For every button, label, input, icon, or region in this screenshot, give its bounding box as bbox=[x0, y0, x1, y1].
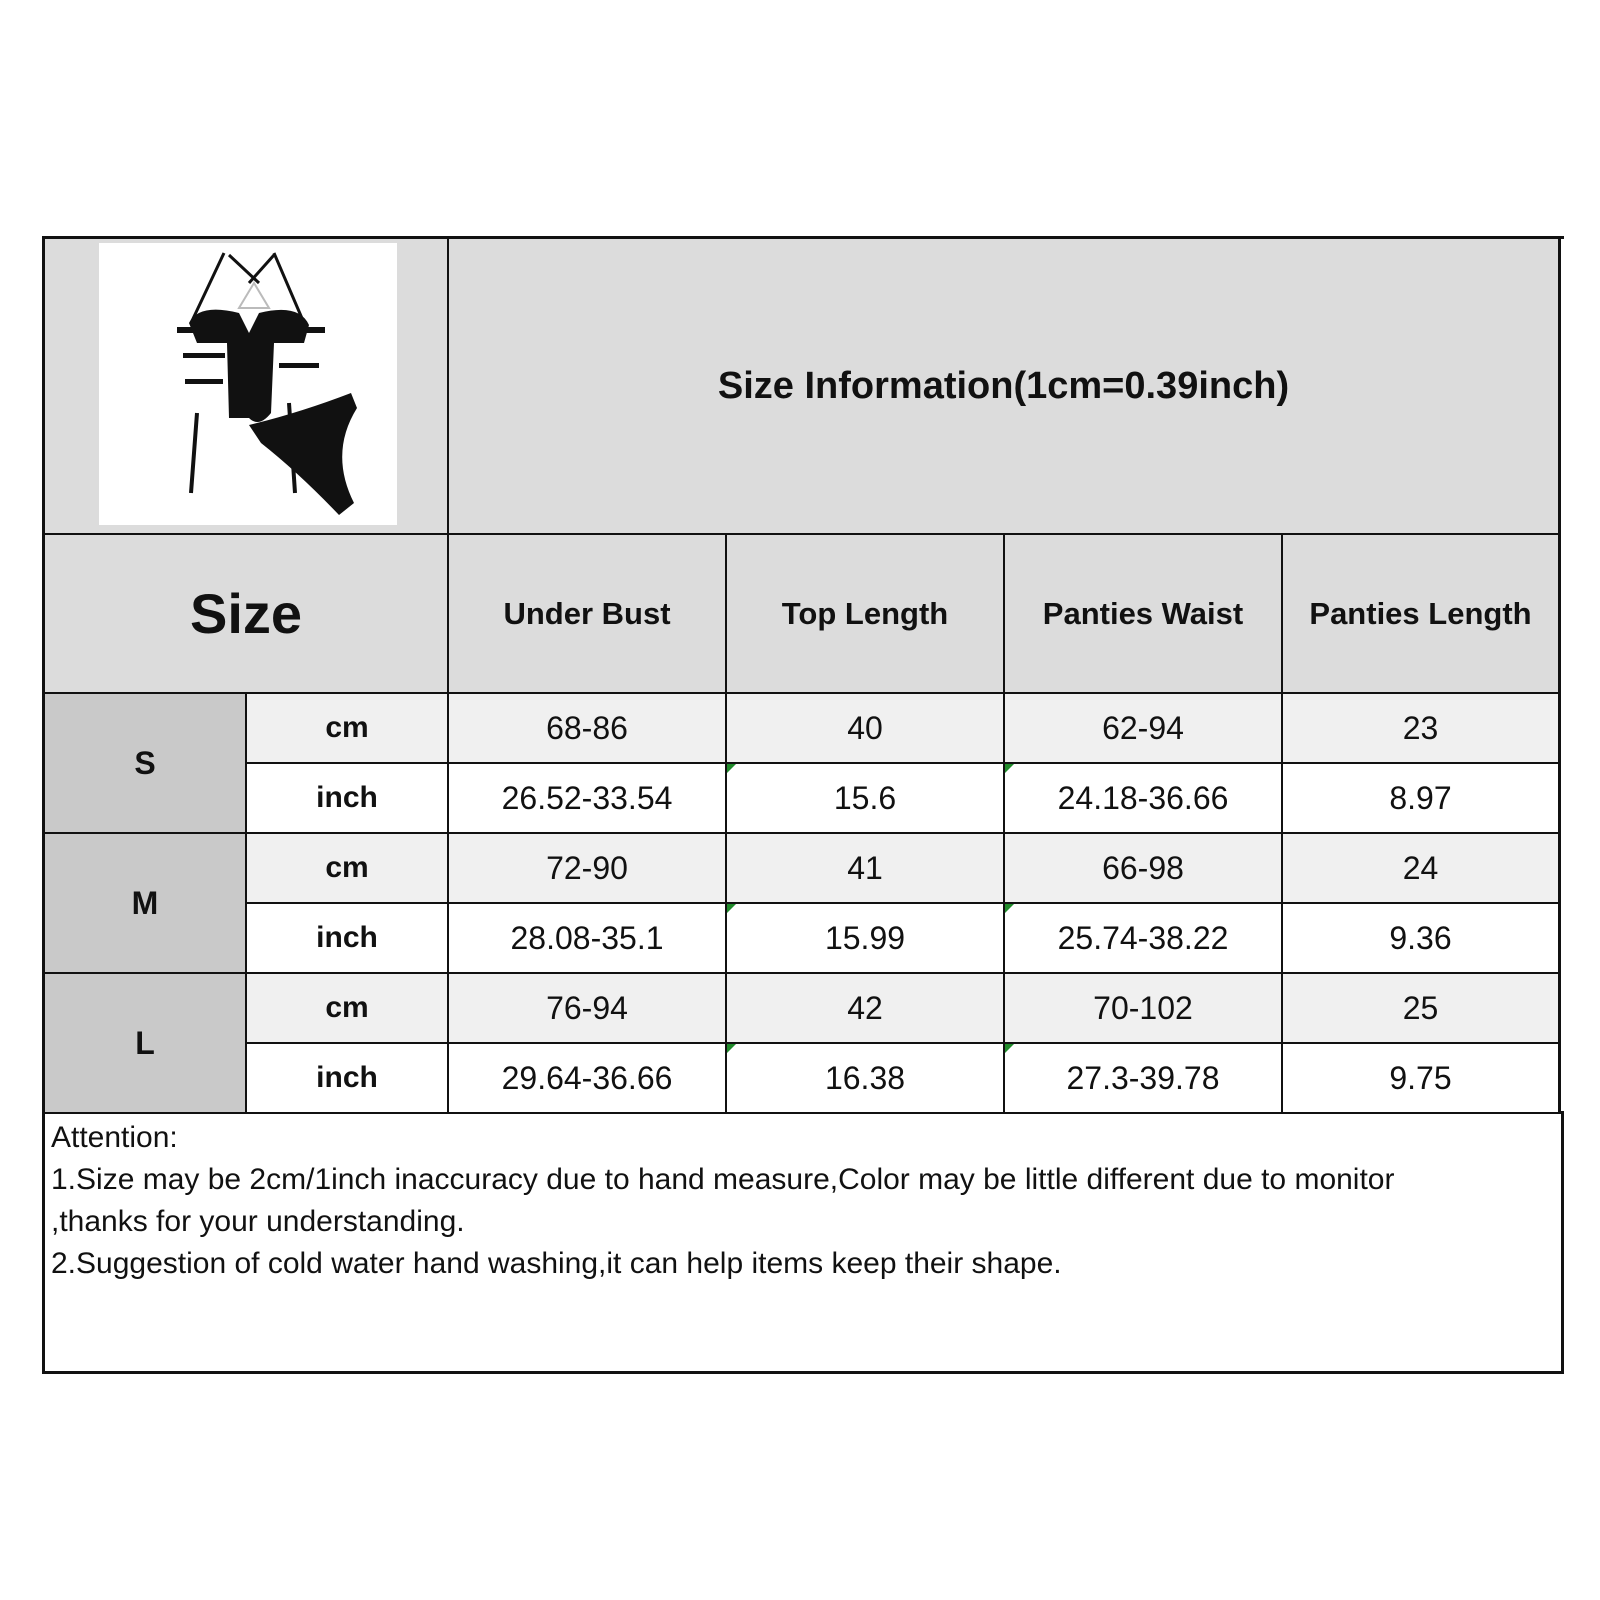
col-header-top-length: Top Length bbox=[727, 535, 1005, 694]
table-cell: 9.75 bbox=[1283, 1044, 1561, 1114]
table-cell: 72-90 bbox=[449, 834, 727, 904]
table-cell: 15.99 bbox=[727, 904, 1005, 974]
product-image-cell bbox=[45, 239, 449, 535]
size-label-m: M bbox=[45, 834, 247, 974]
size-chart bbox=[42, 236, 1564, 1374]
table-cell: 9.36 bbox=[1283, 904, 1561, 974]
table-cell: 24.18-36.66 bbox=[1005, 764, 1283, 834]
table-cell: 76-94 bbox=[449, 974, 727, 1044]
size-label-l: L bbox=[45, 974, 247, 1114]
table-cell: 62-94 bbox=[1005, 694, 1283, 764]
table-cell: 40 bbox=[727, 694, 1005, 764]
table-cell: 23 bbox=[1283, 694, 1561, 764]
table-cell: 41 bbox=[727, 834, 1005, 904]
table-cell: 29.64-36.66 bbox=[449, 1044, 727, 1114]
table-cell: 70-102 bbox=[1005, 974, 1283, 1044]
table-cell: 25 bbox=[1283, 974, 1561, 1044]
unit-cm: cm bbox=[247, 694, 449, 764]
lingerie-set-icon bbox=[99, 243, 397, 525]
table-cell: 27.3-39.78 bbox=[1005, 1044, 1283, 1114]
table-cell: 24 bbox=[1283, 834, 1561, 904]
table-cell: 15.6 bbox=[727, 764, 1005, 834]
attention-line: 2.Suggestion of cold water hand washing,it can help items keep their shape. bbox=[51, 1247, 1062, 1280]
table-cell: 28.08-35.1 bbox=[449, 904, 727, 974]
size-header: Size bbox=[45, 535, 449, 694]
unit-inch: inch bbox=[247, 904, 449, 974]
table-cell: 16.38 bbox=[727, 1044, 1005, 1114]
table-cell: 26.52-33.54 bbox=[449, 764, 727, 834]
col-header-under-bust: Under Bust bbox=[449, 535, 727, 694]
size-label-s: S bbox=[45, 694, 247, 834]
attention-heading: Attention: bbox=[51, 1121, 178, 1154]
unit-cm: cm bbox=[247, 834, 449, 904]
chart-title: Size Information(1cm=0.39inch) bbox=[449, 239, 1561, 535]
unit-inch: inch bbox=[247, 764, 449, 834]
col-header-panties-waist: Panties Waist bbox=[1005, 535, 1283, 694]
table-cell: 66-98 bbox=[1005, 834, 1283, 904]
product-image bbox=[99, 243, 397, 525]
unit-cm: cm bbox=[247, 974, 449, 1044]
table-cell: 68-86 bbox=[449, 694, 727, 764]
col-header-panties-length: Panties Length bbox=[1283, 535, 1561, 694]
table-cell: 25.74-38.22 bbox=[1005, 904, 1283, 974]
attention-line: 1.Size may be 2cm/1inch inaccuracy due to hand measure,Color may be little different due to monitor bbox=[51, 1163, 1395, 1196]
attention-notes bbox=[42, 1111, 1564, 1374]
table-cell: 8.97 bbox=[1283, 764, 1561, 834]
table-cell: 42 bbox=[727, 974, 1005, 1044]
attention-line: ,thanks for your understanding. bbox=[51, 1205, 465, 1238]
size-table bbox=[42, 236, 1564, 1111]
unit-inch: inch bbox=[247, 1044, 449, 1114]
